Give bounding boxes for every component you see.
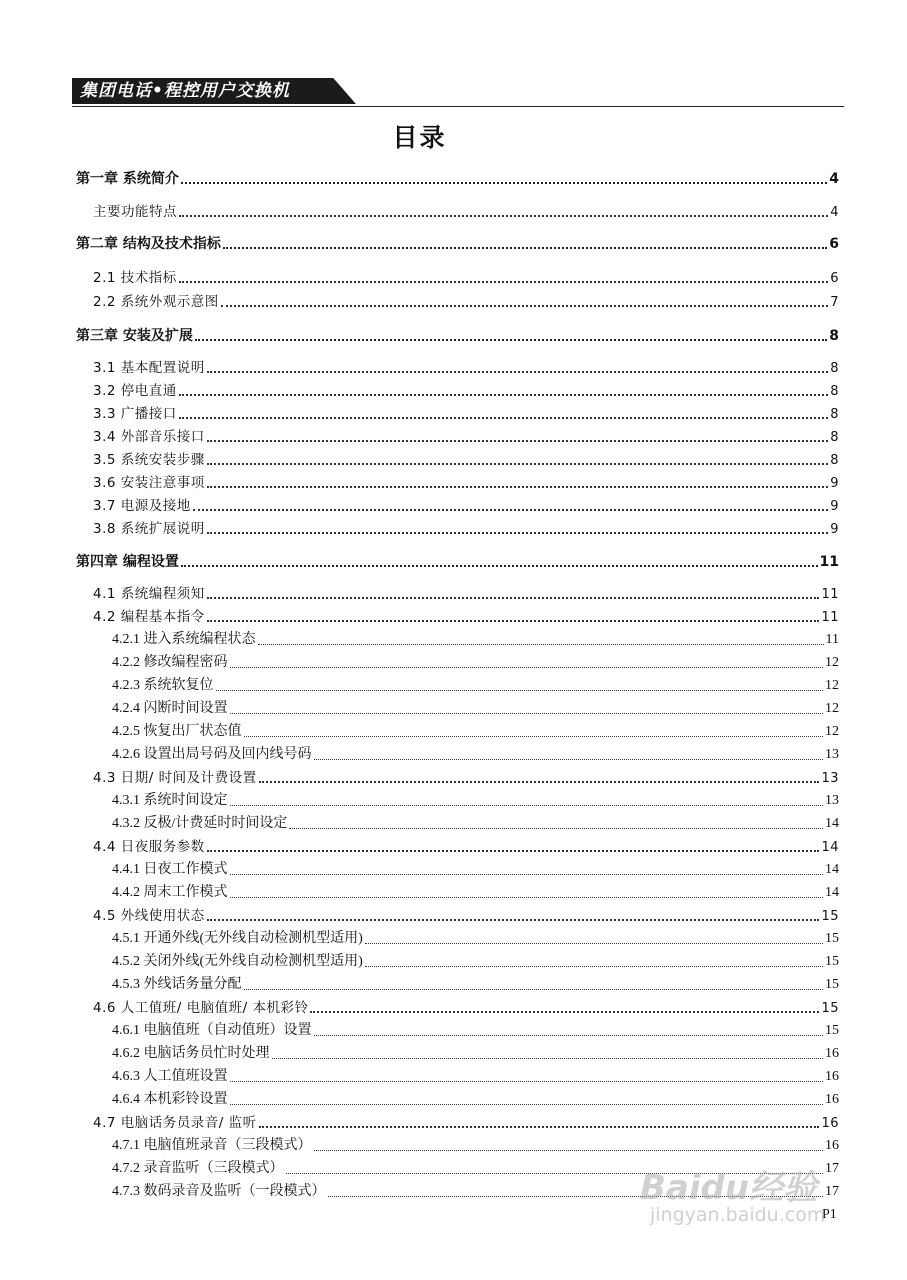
toc-entry[interactable] — [93, 836, 839, 858]
toc-page-number: 9 — [830, 476, 839, 491]
toc-dot-leader — [207, 371, 828, 373]
toc-page-number: 15 — [821, 1001, 839, 1016]
toc-chapter-entry[interactable] — [76, 551, 839, 573]
toc-page-number: 11 — [821, 610, 839, 625]
toc-entry[interactable] — [93, 403, 839, 425]
toc-entry-title: 4.2.3 系统软复位 — [112, 678, 214, 693]
toc-entry[interactable] — [93, 472, 839, 494]
toc-dot-leader — [365, 943, 823, 944]
toc-entry[interactable] — [112, 1066, 839, 1088]
toc-dot-leader — [230, 805, 824, 806]
toc-page-number: 16 — [825, 1046, 839, 1061]
toc-page-number: 14 — [821, 840, 839, 855]
toc-dot-leader — [207, 597, 820, 599]
toc-dot-leader — [195, 339, 827, 341]
toc-dot-leader — [314, 1035, 824, 1036]
toc-entry-title: 4.7.2 录音监听（三段模式） — [112, 1161, 284, 1176]
toc-entry[interactable] — [112, 652, 839, 674]
header-divider — [72, 106, 844, 107]
toc-entry[interactable] — [93, 380, 839, 402]
toc-page-number: 11 — [825, 632, 839, 647]
toc-page-number: 12 — [825, 701, 839, 716]
toc-page-number: 14 — [825, 862, 839, 877]
toc-dot-leader — [314, 759, 824, 760]
toc-entry-title: 第三章 安装及扩展 — [76, 328, 193, 344]
toc-entry-title: 4.2.5 恢复出厂状态值 — [112, 724, 242, 739]
toc-entry-title: 3.7 电源及接地 — [93, 498, 191, 514]
page-title: 目录 — [392, 123, 447, 152]
toc-chapter-entry[interactable] — [76, 325, 839, 347]
toc-dot-leader — [207, 919, 820, 921]
toc-entry-title: 4.5.2 关闭外线(无外线自动检测机型适用) — [112, 954, 363, 969]
toc-dot-leader — [230, 1104, 824, 1105]
toc-chapter-entry[interactable] — [76, 233, 839, 255]
toc-entry[interactable] — [93, 767, 839, 789]
toc-entry[interactable] — [93, 606, 839, 628]
toc-dot-leader — [289, 828, 823, 829]
toc-entry-title: 4.7.3 数码录音及监听（一段模式） — [112, 1184, 326, 1199]
toc-page-number: 15 — [821, 909, 839, 924]
toc-entry[interactable] — [93, 426, 839, 448]
toc-dot-leader — [230, 713, 824, 714]
toc-entry[interactable] — [93, 495, 839, 517]
toc-dot-leader — [310, 1011, 819, 1013]
toc-entry[interactable] — [112, 974, 839, 996]
toc-dot-leader — [207, 620, 820, 622]
toc-entry-title: 3.8 系统扩展说明 — [93, 521, 205, 537]
toc-entry[interactable] — [93, 449, 839, 471]
toc-entry[interactable] — [112, 790, 839, 812]
toc-dot-leader — [258, 644, 824, 645]
toc-page-number: 13 — [821, 771, 839, 786]
toc-entry-title: 3.1 基本配置说明 — [93, 360, 205, 376]
toc-entry-title: 3.2 停电直通 — [93, 383, 177, 399]
toc-page-number: 6 — [830, 271, 839, 286]
toc-page-number: 4 — [829, 171, 839, 187]
toc-dot-leader — [181, 182, 827, 184]
toc-entry[interactable] — [112, 859, 839, 881]
toc-entry-title: 4.6.3 人工值班设置 — [112, 1069, 228, 1084]
toc-page-number: 14 — [825, 885, 839, 900]
toc-entry[interactable] — [112, 1043, 839, 1065]
toc-dot-leader — [328, 1196, 824, 1197]
toc-page-number: 8 — [830, 361, 839, 376]
toc-page-number: 11 — [819, 554, 839, 570]
toc-page-number: 17 — [825, 1184, 839, 1199]
toc-entry-title: 4.5.3 外线话务量分配 — [112, 977, 242, 992]
toc-page-number: 12 — [825, 655, 839, 670]
toc-entry-title: 4.2.4 闪断时间设置 — [112, 701, 228, 716]
watermark-logo: Baidu经验 — [640, 1168, 818, 1208]
toc-entry-title: 第四章 编程设置 — [76, 554, 179, 570]
toc-entry-title: 4.3.1 系统时间设定 — [112, 793, 228, 808]
toc-entry[interactable] — [93, 267, 839, 289]
toc-page-number: 12 — [825, 678, 839, 693]
toc-page-number: 16 — [825, 1092, 839, 1107]
toc-dot-leader — [314, 1150, 824, 1151]
toc-entry[interactable] — [112, 698, 839, 720]
toc-entry[interactable] — [112, 928, 839, 950]
toc-dot-leader — [207, 463, 828, 465]
toc-entry[interactable] — [93, 1112, 839, 1134]
toc-dot-leader — [259, 781, 820, 783]
toc-entry[interactable] — [93, 518, 839, 540]
header-banner-text: 集团电话•程控用户交换机 — [80, 81, 290, 101]
toc-dot-leader — [207, 486, 828, 488]
toc-page-number: 7 — [830, 295, 839, 310]
toc-dot-leader — [230, 1081, 824, 1082]
toc-entry[interactable] — [112, 951, 839, 973]
toc-dot-leader — [179, 215, 828, 217]
toc-entry-title: 4.2 编程基本指令 — [93, 609, 205, 625]
toc-dot-leader — [365, 966, 823, 967]
toc-entry[interactable] — [112, 1181, 839, 1203]
toc-dot-leader — [216, 690, 824, 691]
toc-page-number: 13 — [825, 793, 839, 808]
toc-dot-leader — [230, 667, 824, 668]
toc-dot-leader — [244, 989, 824, 990]
toc-entry[interactable] — [93, 905, 839, 927]
toc-entry-title: 第一章 系统简介 — [76, 171, 179, 187]
toc-dot-leader — [286, 1173, 824, 1174]
toc-entry[interactable] — [112, 1135, 839, 1157]
toc-entry-title: 2.2 系统外观示意图 — [93, 294, 219, 310]
toc-page-number: 4 — [830, 205, 839, 220]
toc-entry[interactable] — [112, 882, 839, 904]
toc-entry[interactable] — [93, 997, 839, 1019]
toc-page-number: 16 — [821, 1116, 839, 1131]
toc-entry-title: 4.2.6 设置出局号码及回内线号码 — [112, 747, 312, 762]
toc-page-number: 8 — [830, 384, 839, 399]
toc-page-number: 8 — [830, 453, 839, 468]
toc-entry-title: 4.6.4 本机彩铃设置 — [112, 1092, 228, 1107]
toc-dot-leader — [207, 532, 828, 534]
toc-dot-leader — [179, 417, 828, 419]
toc-page-number: 11 — [821, 587, 839, 602]
toc-page-number: 15 — [825, 954, 839, 969]
toc-page-number: 17 — [825, 1161, 839, 1176]
toc-entry-title: 4.5 外线使用状态 — [93, 908, 205, 924]
watermark-url: jingyan.baidu.com — [650, 1204, 826, 1226]
toc-entry-title: 4.6 人工值班/ 电脑值班/ 本机彩铃 — [93, 1000, 309, 1016]
toc-dot-leader — [221, 305, 828, 307]
toc-dot-leader — [193, 509, 828, 511]
toc-page-number: 8 — [830, 407, 839, 422]
toc-entry[interactable] — [112, 1089, 839, 1111]
toc-entry-title: 4.4.1 日夜工作模式 — [112, 862, 228, 877]
toc-entry[interactable] — [112, 675, 839, 697]
toc-entry-title: 4.1 系统编程须知 — [93, 586, 205, 602]
toc-entry-title: 4.4 日夜服务参数 — [93, 839, 205, 855]
toc-entry-title: 4.3 日期/ 时间及计费设置 — [93, 770, 257, 786]
toc-page-number: 15 — [825, 977, 839, 992]
toc-entry[interactable] — [93, 291, 839, 313]
toc-page-number: 9 — [830, 522, 839, 537]
toc-entry-title: 3.6 安装注意事项 — [93, 475, 205, 491]
toc-page-number: 15 — [825, 1023, 839, 1038]
toc-entry-title: 4.3.2 反极/计费延时时间设定 — [112, 816, 288, 831]
toc-entry-title: 主要功能特点 — [93, 204, 177, 220]
toc-entry-title: 3.4 外部音乐接口 — [93, 429, 205, 445]
toc-dot-leader — [223, 247, 827, 249]
toc-page-number: 9 — [830, 499, 839, 514]
toc-page-number: 6 — [829, 236, 839, 252]
toc-dot-leader — [244, 736, 824, 737]
toc-entry-title: 4.4.2 周末工作模式 — [112, 885, 228, 900]
toc-entry[interactable] — [93, 357, 839, 379]
toc-entry-title: 3.3 广播接口 — [93, 406, 177, 422]
toc-dot-leader — [230, 897, 824, 898]
toc-page-number: 14 — [825, 816, 839, 831]
toc-entry-title: 2.1 技术指标 — [93, 270, 177, 286]
toc-entry-title: 4.2.2 修改编程密码 — [112, 655, 228, 670]
toc-page-number: 16 — [825, 1069, 839, 1084]
toc-entry-title: 4.6.1 电脑值班（自动值班）设置 — [112, 1023, 312, 1038]
toc-dot-leader — [181, 565, 818, 567]
toc-dot-leader — [207, 440, 828, 442]
toc-page-number: 16 — [825, 1138, 839, 1153]
toc-entry[interactable] — [112, 813, 839, 835]
toc-entry[interactable] — [112, 629, 839, 651]
toc-dot-leader — [272, 1058, 824, 1059]
toc-page-number: 15 — [825, 931, 839, 946]
toc-entry[interactable] — [93, 201, 839, 223]
toc-entry[interactable] — [93, 583, 839, 605]
toc-page-number: 13 — [825, 747, 839, 762]
toc-entry-title: 4.6.2 电脑话务员忙时处理 — [112, 1046, 270, 1061]
toc-entry-title: 第二章 结构及技术指标 — [76, 236, 221, 252]
toc-dot-leader — [259, 1126, 820, 1128]
toc-entry-title: 4.5.1 开通外线(无外线自动检测机型适用) — [112, 931, 363, 946]
toc-entry[interactable] — [112, 1158, 839, 1180]
toc-dot-leader — [230, 874, 824, 875]
page-number: P1 — [822, 1207, 837, 1222]
toc-dot-leader — [179, 394, 828, 396]
toc-page-number: 12 — [825, 724, 839, 739]
toc-entry[interactable] — [112, 1020, 839, 1042]
toc-entry-title: 4.2.1 进入系统编程状态 — [112, 632, 256, 647]
toc-entry-title: 3.5 系统安装步骤 — [93, 452, 205, 468]
toc-entry[interactable] — [112, 744, 839, 766]
toc-page-number: 8 — [829, 328, 839, 344]
toc-entry-title: 4.7 电脑话务员录音/ 监听 — [93, 1115, 257, 1131]
toc-entry[interactable] — [112, 721, 839, 743]
toc-entry-title: 4.7.1 电脑值班录音（三段模式） — [112, 1138, 312, 1153]
toc-dot-leader — [179, 281, 828, 283]
toc-dot-leader — [207, 850, 820, 852]
toc-chapter-entry[interactable] — [76, 168, 839, 190]
toc-page-number: 8 — [830, 430, 839, 445]
